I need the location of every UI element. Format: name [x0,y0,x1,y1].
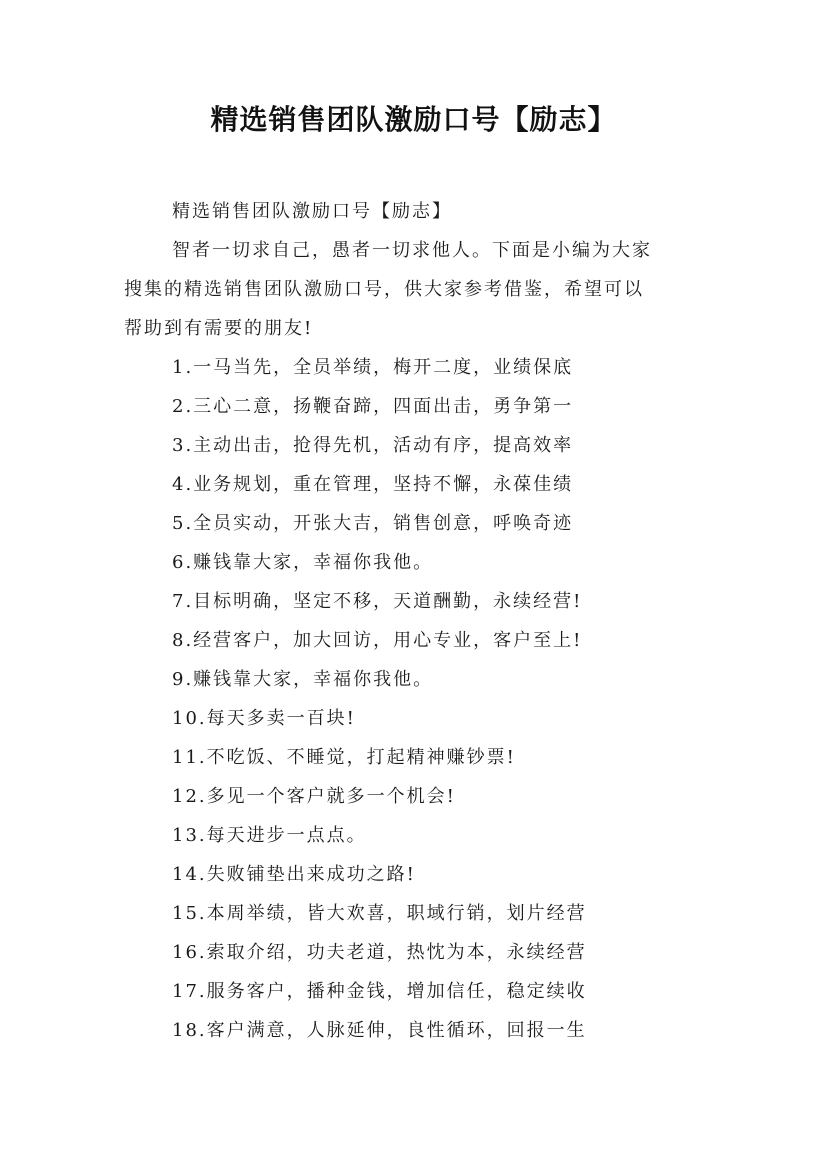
list-item: 11.不吃饭、不睡觉，打起精神赚钞票! [172,747,516,768]
list-item: 2.三心二意，扬鞭奋蹄，四面出击，勇争第一 [172,396,574,417]
list-item: 16.索取介绍，功夫老道，热忱为本，永续经营 [172,942,587,963]
list-item: 9.赚钱靠大家，幸福你我他。 [172,669,434,690]
list-item: 5.全员实动，开张大吉，销售创意，呼唤奇迹 [172,513,574,534]
list-item: 15.本周举绩，皆大欢喜，职域行销，划片经营 [172,903,587,924]
list-item: 4.业务规划，重在管理，坚持不懈，永葆佳绩 [172,474,574,495]
list-item: 13.每天进步一点点。 [172,825,367,846]
document-body [124,192,708,1050]
list-item: 3.主动出击，抢得先机，活动有序，提高效率 [172,435,574,456]
list-item: 6.赚钱靠大家，幸福你我他。 [172,552,434,573]
list-item: 7.目标明确，坚定不移，天道酬勤，永续经营! [172,591,583,612]
list-item: 17.服务客户，播种金钱，增加信任，稳定续收 [172,981,587,1002]
list-item: 8.经营客户，加大回访，用心专业，客户至上! [172,630,583,651]
slogan-list [124,348,708,1050]
intro-line: 帮助到有需要的朋友! [124,318,314,339]
list-item: 1.一马当先，全员举绩，梅开二度，业绩保底 [172,357,574,378]
list-item: 18.客户满意，人脉延伸，良性循环，回报一生 [172,1020,587,1041]
intro-line: 搜集的精选销售团队激励口号，供大家参考借鉴，希望可以 [124,279,644,300]
list-item: 14.失败铺垫出来成功之路! [172,864,416,885]
subtitle: 精选销售团队激励口号【励志】 [172,201,452,222]
list-item: 12.多见一个客户就多一个机会! [172,786,456,807]
list-item: 10.每天多卖一百块! [172,708,356,729]
intro-line: 智者一切求自己，愚者一切求他人。下面是小编为大家 [172,240,652,261]
document-title: 精选销售团队激励口号【励志】 [210,103,617,136]
